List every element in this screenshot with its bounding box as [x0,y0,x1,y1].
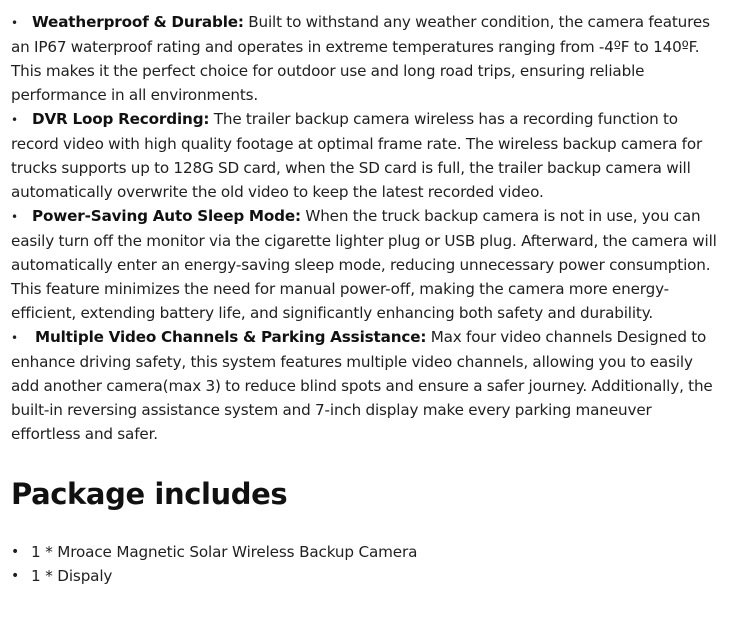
list-item: • 1 * Mroace Magnetic Solar Wireless Backup Camera [11,540,719,564]
feature-title: DVR Loop Recording: [32,110,210,128]
package-list [11,540,719,588]
feature-weatherproof [11,0,719,107]
bullet: • [11,331,18,345]
feature-text: When the truck backup camera is not in use, you can easily turn off the monitor via the cigarette lighter plug or USB plug. Afterward, the camera will automatically enter an energy-saving sleep mode, reducing unnecessary power consumption. This feature minimizes the need for manual power-off, making the camera more energy-efficient, extending battery life, and significantly enhancing both safety and durability. [11,207,717,322]
bullet: • [11,113,18,127]
feature-text: The trailer backup camera wireless has a recording function to record video with high quality footage at optimal frame rate. The wireless backup camera for trucks supports up to 128G SD card, when the SD card is full, the trailer backup camera will automatically overwrite the old video to keep the latest recorded video. [11,110,703,201]
feature-multiple-video-channels [11,325,719,446]
feature-text: Max four video channels Designed to enhance driving safety, this system features multiple video channels, allowing you to easily add another camera(max 3) to reduce blind spots and ensure a safer journey. Additionally, the built-in reversing assistance system and 7-inch display make every parking maneuver effortless and safer. [11,328,713,443]
bullet: • [11,210,18,224]
feature-title: Weatherproof & Durable: [32,13,244,31]
feature-text: Built to withstand any weather condition, the camera features an IP67 waterproof rating and operates in extreme temperatures ranging from -4ºF to 140ºF. This makes it the perfect choice for outdoor use and long road trips, ensuring reliable performance in all environments. [11,13,710,104]
feature-title: Power-Saving Auto Sleep Mode: [32,207,301,225]
bullet: • [11,16,18,30]
package-includes-heading: Package includes [11,477,288,511]
feature-title: Multiple Video Channels & Parking Assistance: [35,328,427,346]
list-item: • 1 * Dispaly [11,564,719,588]
feature-dvr-loop-recording [11,107,719,204]
feature-power-saving [11,204,719,325]
